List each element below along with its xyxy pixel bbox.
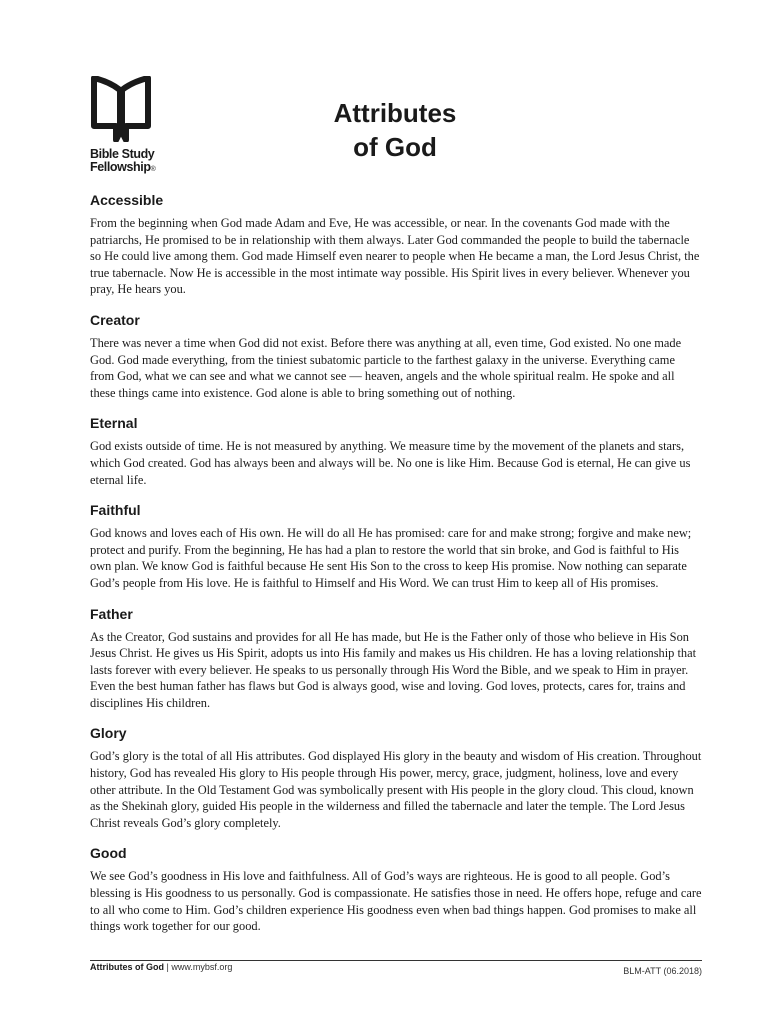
section-accessible (90, 189, 702, 298)
section-heading: Father (90, 605, 133, 622)
section-body: From the beginning when God made Adam and Eve, He was accessible, or near. In the covenants God made with the patriarchs, He promised to be in relationship with them always. Later God commanded the people to build the tabernacle so He could live among them. God made Himself even nearer to people when He became a man, the Lord Jesus Christ, the true tabernacle. Now He is accessible in the most intimate way possible. His Spirit lives in every believer. Whenever you pray, He hears you. (90, 216, 700, 297)
logo-line-1: Bible Study (90, 147, 155, 161)
page-title (300, 96, 490, 164)
footer-separator: | (166, 962, 169, 972)
footer-url[interactable]: www.mybsf.org (171, 962, 233, 972)
title-line-1: Attributes (333, 98, 457, 128)
section-heading: Creator (90, 311, 140, 328)
footer-doc-title: Attributes of God (90, 962, 164, 972)
bsf-logo (90, 76, 200, 176)
logo-line-2: Fellowship® (90, 160, 156, 174)
attributes-list (90, 189, 702, 946)
logo-wordmark (90, 148, 200, 176)
footer-doc-code: BLM-ATT (06.2018) (623, 966, 702, 976)
section-heading: Faithful (90, 502, 141, 519)
section-body: God exists outside of time. He is not measured by anything. We measure time by the movement of the planets and stars, which God created. God has always been and always will be. No one is like Him. Because God is eternal, He can give us eternal life. (90, 439, 691, 487)
section-father (90, 603, 702, 712)
footer-left (90, 962, 232, 972)
section-eternal (90, 412, 702, 488)
section-heading: Accessible (90, 192, 164, 208)
section-good (90, 842, 702, 934)
section-body: God knows and loves each of His own. He will do all He has promised: care for and make strong; forgive and make new; protect and purify. From the beginning, He has had a plan to restore the world that sin broke, and God is faithful to His own plan. We know God is faithful because He sent His Son to the cross to keep His promise. Now nothing can separate God’s people from His love. He is faithful to Himself and His Word. We can trust Him to keep all of His promises. (90, 526, 692, 590)
section-heading: Eternal (90, 415, 138, 432)
section-creator (90, 309, 702, 401)
registered-mark: ® (150, 166, 156, 173)
section-faithful (90, 499, 702, 591)
footer-divider (90, 960, 702, 961)
section-body: As the Creator, God sustains and provides for all He has made, but He is the Father only of those who believe in His Son Jesus Christ. He gives us His Spirit, adopts us into His family and makes us His children. He has a loving relationship that lasts forever with every believer. He speaks to us personally through His Word the Bible, and we speak to Him in prayer. Even the best human father has flaws but God is always good, wise and loving. God loves, protects, cares for, trains and disciplines His children. (90, 629, 697, 710)
section-body: God’s glory is the total of all His attributes. God displayed His glory in the beauty and wisdom of His creation. Throughout history, God has revealed His glory to His people through His power, mercy, grace, judgment, holiness, love and every other attribute. In the Old Testament God was symbolically present with His people in the glory cloud. This cloud, known as the Shekinah glory, guided His people in the wilderness and filled the tabernacle and later the temple. The Lord Jesus Christ reveals God’s glory completely. (90, 749, 702, 830)
section-heading: Good (90, 845, 127, 862)
open-book-logo-icon (90, 76, 152, 142)
section-body: There was never a time when God did not exist. Before there was anything at all, even time, God existed. No one made God. God made everything, from the tiniest subatomic particle to the farthest galaxy in the universe. Everything came from God, what we can see and what we cannot see — heaven, angels and the whole spiritual realm. He spoke and all these things came into existence. God alone is able to bring something out of nothing. (90, 335, 682, 400)
title-line-2: of God (353, 132, 437, 162)
section-glory (90, 722, 702, 831)
section-heading: Glory (90, 725, 127, 742)
section-body: We see God’s goodness in His love and faithfulness. All of God’s ways are righteous. He is good to all people. God’s blessing is His goodness to us personally. God is compassionate. He satisfies those in need. He offers hope, refuge and care to all who come to Him. God’s children experience His goodness even when bad things happen. God promises to make all things work together for our good. (90, 869, 702, 934)
